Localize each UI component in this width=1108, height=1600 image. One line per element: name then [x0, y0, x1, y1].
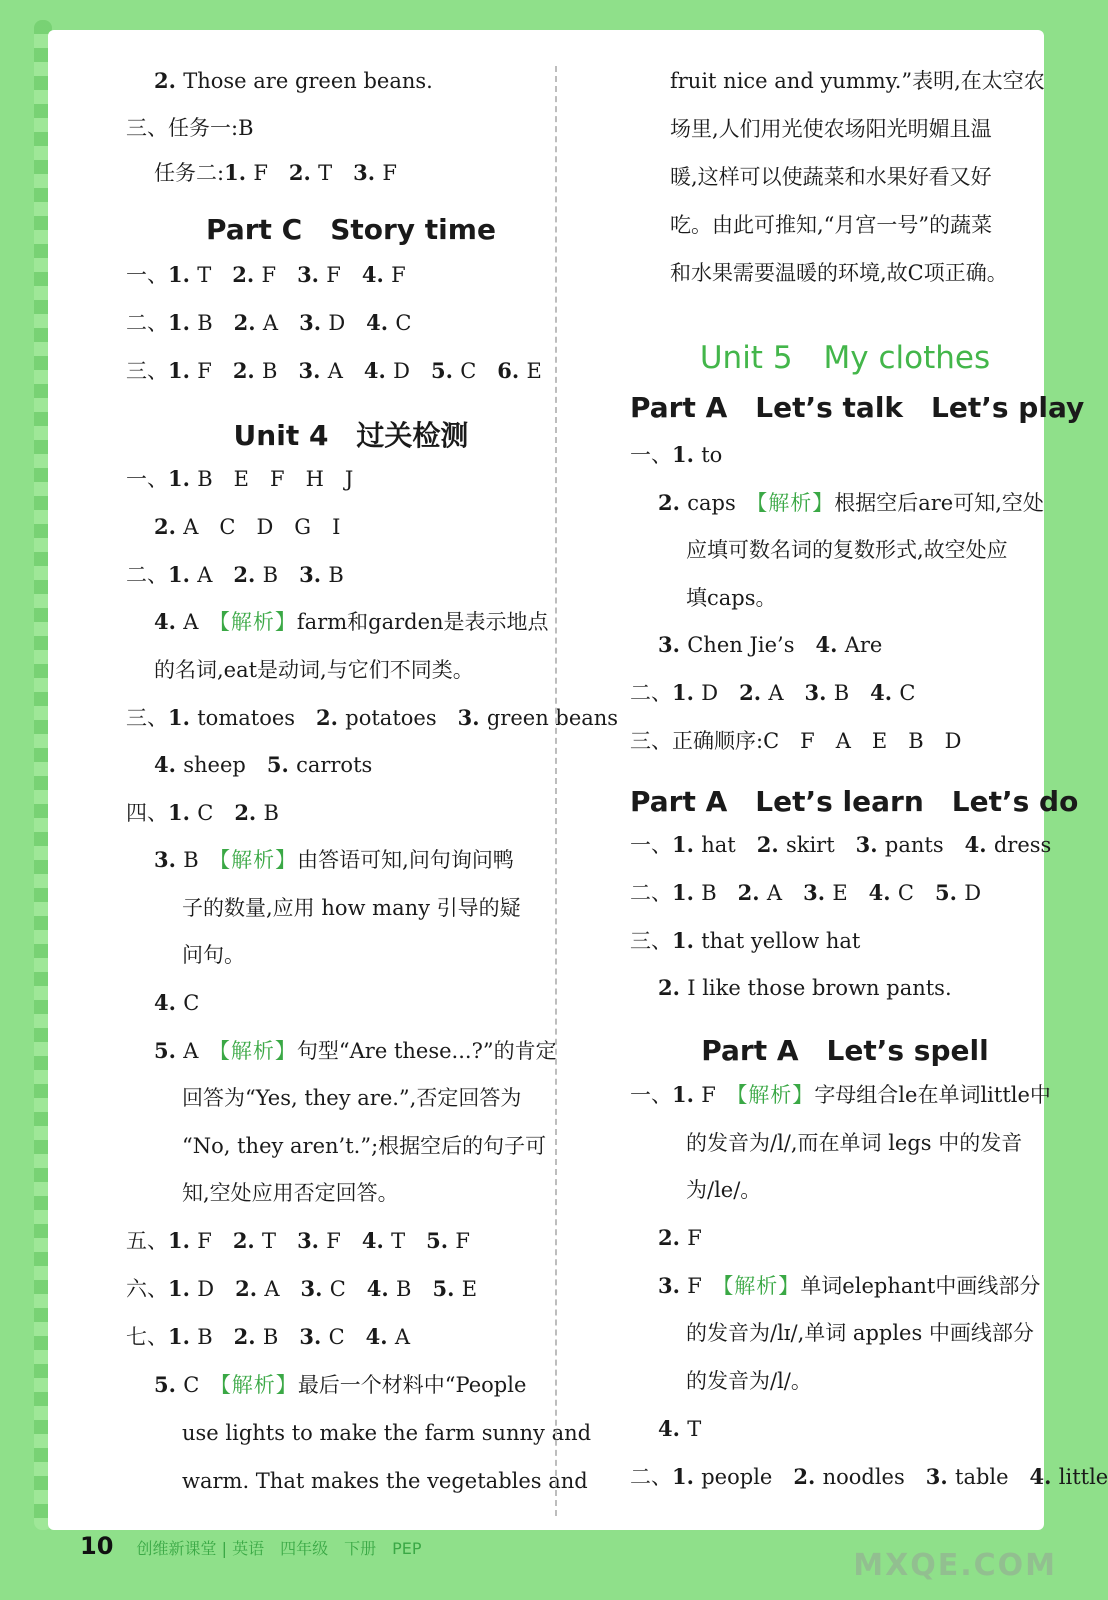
- answer-line: [182, 893, 521, 923]
- answer-text: 最后一个材料中“People: [297, 1373, 527, 1397]
- answer-text: A: [766, 881, 804, 905]
- answer-text: 单词elephant中画线部分: [800, 1274, 1041, 1298]
- answer-text: dress: [993, 833, 1052, 857]
- answer-line: [126, 1322, 410, 1352]
- answer-text: 1.: [168, 1276, 198, 1301]
- answer-text: carrots: [296, 753, 373, 777]
- answer-text: 1.: [168, 705, 198, 730]
- answer-line: [630, 1080, 1051, 1110]
- answer-line: [154, 1370, 526, 1400]
- answer-line: [686, 1318, 1034, 1348]
- answer-text: 5.: [934, 880, 965, 905]
- answer-text: 2.: [288, 160, 319, 185]
- answer-line: [630, 830, 1051, 860]
- answer-text: 六、: [126, 1277, 168, 1301]
- page: [48, 30, 1108, 1530]
- answer-line: [182, 1083, 521, 1113]
- answer-text: 填caps。: [686, 586, 777, 610]
- answer-text: B: [396, 1277, 433, 1301]
- answer-text: C: [328, 1325, 366, 1349]
- footer-book-title: 创维新课堂 | 英语 四年级 下册 PEP: [136, 1539, 422, 1558]
- answer-text: 4.: [154, 752, 184, 777]
- answer-text: 的名词,eat是动词,与它们不同类。: [154, 658, 474, 682]
- answer-text: 1.: [672, 928, 702, 953]
- answer-text: 3.: [299, 562, 329, 587]
- answer-text: 2.: [739, 680, 769, 705]
- answer-text: 的发音为/l/,而在单词 legs 中的发音: [686, 1131, 1023, 1155]
- answer-text: Those are green beans.: [183, 69, 433, 93]
- answer-text: 的发音为/l/。: [686, 1369, 812, 1393]
- answer-text: 1.: [672, 880, 702, 905]
- answer-text: 一、: [126, 263, 168, 287]
- answer-text: 2.: [756, 832, 786, 857]
- answer-text: potatoes: [345, 706, 458, 730]
- answer-text: 4.: [154, 990, 184, 1015]
- analysis-tag: 【解析】: [219, 848, 298, 872]
- answer-text: C: [395, 311, 412, 335]
- answer-text: 2.: [154, 68, 184, 93]
- answer-text: F: [687, 1274, 723, 1298]
- answer-text: 3.: [804, 680, 834, 705]
- answer-text: 4.: [870, 680, 900, 705]
- answer-text: 四、: [126, 801, 168, 825]
- answer-line: [630, 726, 961, 756]
- answer-line: [126, 113, 254, 143]
- answer-text: 一、: [630, 833, 672, 857]
- answer-text: B: [197, 1325, 234, 1349]
- answer-text: 3.: [803, 880, 833, 905]
- answer-text: 三、正确顺序:C F A E B D: [630, 729, 962, 753]
- answer-text: B: [183, 848, 220, 872]
- section-heading: Unit 4 过关检测: [233, 419, 469, 452]
- answer-text: B: [833, 681, 871, 705]
- answer-text: 3.: [154, 847, 184, 872]
- answer-text: 2.: [316, 705, 346, 730]
- answer-text: 3.: [299, 310, 329, 335]
- answer-text: 和水果需要温暖的环境,故C项正确。: [670, 261, 1008, 285]
- answer-text: 1.: [168, 800, 198, 825]
- answer-text: C: [897, 881, 935, 905]
- answer-text: 5.: [266, 752, 297, 777]
- answer-line: [154, 750, 372, 780]
- answer-text: 1.: [672, 680, 702, 705]
- answer-text: farm和garden是表示地点: [296, 610, 549, 634]
- answer-line: [630, 440, 722, 470]
- answer-text: 2.: [658, 490, 688, 515]
- answer-text: 1.: [224, 160, 254, 185]
- answer-text: D: [328, 311, 367, 335]
- answer-text: A: [327, 359, 364, 383]
- answer-text: 回答为“Yes, they are.”,否定回答为: [182, 1086, 522, 1110]
- watermark: MXQE.COM: [853, 1548, 1057, 1583]
- answer-text: B: [262, 563, 300, 587]
- answer-text: D: [197, 1277, 236, 1301]
- answer-line: [126, 1274, 477, 1304]
- answer-text: 2.: [658, 975, 688, 1000]
- answer-line: [182, 1466, 588, 1496]
- answer-text: D: [701, 681, 740, 705]
- answer-text: 4.: [815, 632, 845, 657]
- answer-text: 五、: [126, 1229, 168, 1253]
- answer-text: 1.: [672, 832, 702, 857]
- answer-text: B: [328, 563, 344, 587]
- answer-text: A: [264, 1277, 301, 1301]
- answer-text: 4.: [868, 880, 898, 905]
- answer-text: 1.: [168, 466, 198, 491]
- answer-text: T: [687, 1417, 702, 1441]
- answer-text: 1.: [672, 442, 702, 467]
- answer-text: 4.: [361, 262, 392, 287]
- analysis-tag: 【解析】: [219, 1039, 297, 1063]
- answer-line: [686, 1128, 1022, 1158]
- answer-text: F: [326, 1229, 362, 1253]
- analysis-tag: 【解析】: [736, 1083, 815, 1107]
- answer-text: hat: [701, 833, 757, 857]
- answer-text: 4.: [964, 832, 994, 857]
- answer-text: 4.: [658, 1416, 688, 1441]
- answer-text: 2.: [793, 1464, 823, 1489]
- answer-line: [670, 114, 992, 144]
- answer-text: 二、: [126, 563, 168, 587]
- answer-line: [658, 1223, 702, 1253]
- answer-text: 2.: [232, 1228, 263, 1253]
- answer-text: 三、: [126, 706, 168, 730]
- answer-line: [658, 1414, 701, 1444]
- answer-text: 4.: [363, 358, 394, 383]
- answer-text: 1.: [168, 1324, 198, 1349]
- answer-text: 5.: [426, 1228, 456, 1253]
- answer-line: [670, 258, 1008, 288]
- answer-text: 字母组合le在单词little中: [814, 1083, 1051, 1107]
- answer-text: 由答语可知,问句询问鸭: [297, 848, 514, 872]
- answer-text: 三、: [126, 359, 168, 383]
- answer-line: [154, 655, 474, 685]
- answer-text: 知,空处应用否定回答。: [182, 1181, 399, 1205]
- answer-text: 子的数量,应用 how many 引导的疑: [182, 896, 521, 920]
- answer-text: 3.: [297, 1228, 327, 1253]
- answer-text: 一、: [630, 443, 672, 467]
- answer-text: 3.: [855, 832, 885, 857]
- answer-line: [126, 356, 542, 386]
- answer-line: [126, 464, 353, 494]
- answer-text: 1.: [672, 1464, 702, 1489]
- answer-text: 1.: [672, 1082, 702, 1107]
- answer-text: 的发音为/lɪ/,单词 apples 中画线部分: [686, 1321, 1034, 1345]
- answer-line: [182, 1178, 399, 1208]
- answer-text: C: [460, 359, 498, 383]
- answer-text: B: [197, 311, 234, 335]
- answer-text: C: [197, 801, 235, 825]
- answer-text: 4.: [366, 310, 396, 335]
- answer-line: [686, 535, 1008, 565]
- answer-text: 4.: [1029, 1464, 1059, 1489]
- answer-text: B: [262, 1325, 300, 1349]
- answer-text: 问句。: [182, 943, 245, 967]
- answer-line: [126, 260, 406, 290]
- answer-line: [182, 1131, 546, 1161]
- answer-text: warm. That makes the vegetables and: [182, 1469, 588, 1493]
- answer-text: C: [183, 1373, 221, 1397]
- answer-line: [658, 488, 1044, 518]
- answer-text: D: [964, 881, 982, 905]
- answer-text: 场里,人们用光使农场阳光明媚且温: [670, 117, 992, 141]
- answer-text: 3.: [658, 632, 688, 657]
- column-divider: [555, 66, 557, 1516]
- answer-text: sheep: [183, 753, 267, 777]
- section-heading: Part A Let’s spell: [701, 1034, 989, 1067]
- answer-text: T: [318, 161, 354, 185]
- answer-text: 3.: [297, 262, 327, 287]
- answer-text: D: [393, 359, 431, 383]
- page-number: 10: [80, 1532, 114, 1560]
- answer-text: 3.: [353, 160, 383, 185]
- answer-text: people: [701, 1465, 794, 1489]
- answer-text: 二、: [126, 311, 168, 335]
- answer-text: 三、任务一:B: [126, 116, 254, 140]
- answer-line: [154, 607, 549, 637]
- answer-line: [182, 940, 245, 970]
- answer-text: 2.: [233, 310, 263, 335]
- answer-text: tomatoes: [197, 706, 317, 730]
- answer-text: 4.: [154, 609, 184, 634]
- answer-text: 1.: [168, 562, 198, 587]
- answer-text: F: [197, 359, 233, 383]
- answer-text: 5.: [432, 1276, 462, 1301]
- answer-line: [630, 1462, 1108, 1492]
- answer-text: F: [391, 263, 406, 287]
- section-heading: Part A Let’s learn Let’s do: [630, 785, 1079, 818]
- answer-text: “No, they aren’t.”;根据空后的句子可: [182, 1134, 547, 1158]
- answer-line: [154, 66, 433, 96]
- answer-text: fruit nice and yummy.”表明,在太空农: [670, 69, 1045, 93]
- answer-text: B E F H J: [197, 467, 354, 491]
- answer-text: 七、: [126, 1325, 168, 1349]
- answer-text: 2.: [235, 1276, 265, 1301]
- answer-line: [154, 845, 514, 875]
- answer-text: C: [329, 1277, 367, 1301]
- answer-text: 6.: [497, 358, 527, 383]
- answer-line: [154, 158, 397, 188]
- answer-text: 3.: [658, 1273, 688, 1298]
- answer-text: 一、: [126, 467, 168, 491]
- answer-text: 5.: [430, 358, 461, 383]
- answer-line: [658, 1271, 1040, 1301]
- answer-line: [154, 512, 340, 542]
- answer-line: [154, 988, 199, 1018]
- answer-text: 5.: [154, 1038, 184, 1063]
- answer-text: A: [197, 563, 234, 587]
- answer-text: 句型“Are these...?”的肯定: [296, 1039, 557, 1063]
- answer-text: A: [262, 311, 300, 335]
- answer-text: caps: [687, 491, 757, 515]
- answer-text: F: [326, 263, 362, 287]
- answer-text: 2.: [658, 1225, 688, 1250]
- answer-text: A: [768, 681, 805, 705]
- answer-line: [630, 878, 981, 908]
- answer-text: 3.: [299, 1324, 329, 1349]
- answer-text: 二、: [630, 1465, 672, 1489]
- answer-text: 为/le/。: [686, 1178, 762, 1202]
- answer-line: [686, 1366, 812, 1396]
- answer-text: 5.: [154, 1372, 184, 1397]
- answer-line: [670, 210, 992, 240]
- answer-line: [670, 66, 1045, 96]
- analysis-tag: 【解析】: [220, 1373, 298, 1397]
- answer-text: 4.: [361, 1228, 392, 1253]
- answer-text: 应填可数名词的复数形式,故空处应: [686, 538, 1008, 562]
- answer-text: B: [263, 801, 279, 825]
- analysis-tag: 【解析】: [219, 610, 297, 634]
- answer-text: 4.: [365, 1324, 395, 1349]
- answer-line: [658, 973, 952, 1003]
- answer-text: F: [197, 1229, 233, 1253]
- section-heading: Part A Let’s talk Let’s play: [630, 391, 1085, 424]
- section-heading: Unit 5 My clothes: [699, 340, 991, 376]
- answer-text: to: [701, 443, 723, 467]
- answer-text: 2.: [233, 1324, 263, 1349]
- answer-text: 2.: [154, 514, 184, 539]
- answer-text: table: [955, 1465, 1030, 1489]
- answer-line: [126, 560, 344, 590]
- answer-line: [126, 308, 411, 338]
- answer-text: little: [1058, 1465, 1108, 1489]
- answer-text: T: [391, 1229, 427, 1253]
- answer-text: 二、: [630, 881, 672, 905]
- section-heading: Part C Story time: [206, 213, 496, 246]
- answer-text: 3.: [457, 705, 487, 730]
- answer-text: F: [382, 161, 397, 185]
- answer-text: C: [183, 991, 200, 1015]
- answer-text: 一、: [630, 1083, 672, 1107]
- answer-text: Are: [844, 633, 883, 657]
- answer-text: I like those brown pants.: [687, 976, 952, 1000]
- answer-text: Chen Jie’s: [687, 633, 816, 657]
- answer-text: pants: [884, 833, 965, 857]
- answer-text: 2.: [234, 800, 264, 825]
- answer-text: 2.: [737, 880, 767, 905]
- answer-text: 二、: [630, 681, 672, 705]
- answer-text: green beans: [486, 706, 619, 730]
- answer-line: [182, 1418, 591, 1448]
- answer-text: skirt: [785, 833, 856, 857]
- footer: [80, 1532, 421, 1560]
- answer-text: C: [899, 681, 916, 705]
- answer-text: A C D G I: [183, 515, 341, 539]
- answer-line: [154, 1036, 557, 1066]
- answer-text: 3.: [298, 358, 328, 383]
- answer-text: noodles: [822, 1465, 926, 1489]
- answer-line: [686, 583, 777, 613]
- answer-text: 3.: [300, 1276, 330, 1301]
- answer-text: 4.: [366, 1276, 397, 1301]
- answer-text: 3.: [925, 1464, 955, 1489]
- answer-line: [126, 703, 618, 733]
- answer-text: F: [455, 1229, 470, 1253]
- answer-text: 1.: [168, 1228, 198, 1253]
- answer-text: 1.: [168, 310, 198, 335]
- answer-text: 2.: [232, 358, 263, 383]
- answer-text: A: [183, 1039, 220, 1063]
- answer-text: 三、: [630, 929, 672, 953]
- answer-text: 暖,这样可以使蔬菜和水果好看又好: [670, 165, 992, 189]
- answer-text: 吃。由此可推知,“月宫一号”的蔬菜: [670, 213, 993, 237]
- answer-text: T: [197, 263, 233, 287]
- answer-text: E: [526, 359, 542, 383]
- answer-line: [686, 1175, 761, 1205]
- answer-text: 任务二:: [154, 161, 225, 185]
- answer-line: [630, 678, 915, 708]
- analysis-tag: 【解析】: [722, 1274, 801, 1298]
- answer-line: [126, 798, 279, 828]
- answer-text: F: [701, 1083, 737, 1107]
- answer-text: T: [262, 1229, 298, 1253]
- answer-text: E: [832, 881, 869, 905]
- answer-text: 根据空后are可知,空处: [834, 491, 1044, 515]
- answer-text: F: [253, 161, 289, 185]
- answer-text: A: [394, 1325, 411, 1349]
- answer-text: B: [262, 359, 299, 383]
- answer-text: F: [261, 263, 298, 287]
- answer-text: that yellow hat: [701, 929, 861, 953]
- answer-line: [670, 162, 992, 192]
- answer-text: E: [461, 1277, 478, 1301]
- answer-text: use lights to make the farm sunny and: [182, 1421, 592, 1445]
- answer-line: [630, 926, 860, 956]
- answer-text: 2.: [232, 262, 262, 287]
- answer-text: 1.: [168, 262, 198, 287]
- answer-line: [658, 630, 882, 660]
- answer-text: B: [701, 881, 738, 905]
- analysis-tag: 【解析】: [756, 491, 835, 515]
- answer-text: 1.: [168, 358, 198, 383]
- answer-line: [126, 1226, 470, 1256]
- answer-text: F: [687, 1226, 702, 1250]
- answer-text: 2.: [233, 562, 263, 587]
- answer-text: A: [183, 610, 220, 634]
